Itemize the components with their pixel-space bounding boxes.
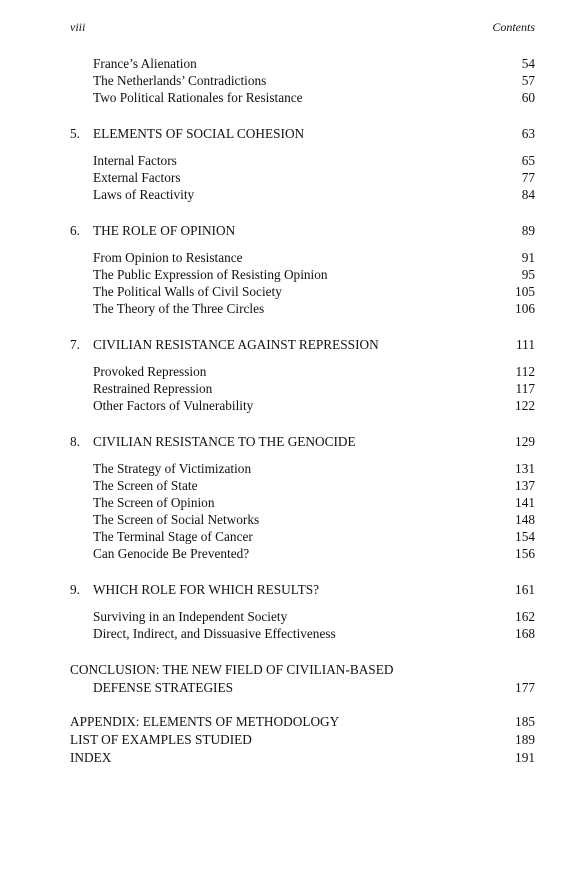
- chapter-title: CIVILIAN RESISTANCE TO THE GENOCIDE: [93, 434, 356, 449]
- chapter-title: WHICH ROLE FOR WHICH RESULTS?: [93, 582, 320, 597]
- toc-conclusion-line1: CONCLUSION: THE NEW FIELD OF CIVILIAN-BASED: [70, 662, 394, 677]
- running-head: [70, 20, 535, 36]
- toc-page-number: 84: [521, 187, 535, 202]
- toc-page: viii Contents France’s Alienation 54 The Netherlands’ Contradictions 57 Two Political Rationales for Resistance 60 5. ELEMENTS OF SOCIAL COHESION 63 Internal Factors 65 External Factors 77 Laws of Reactivity 84 6. THE ROLE OF OPINION 89 From Opinion to Resistance 91 The Public Expression of Resisting Opinion 95 The Political Walls of Civil Society 105 The Theory of the Three Circles 106 7. CIVILIAN RESISTANCE AGAINST REPRESSION 111 Provoked Repression 112 Restrained Repression 117 Other Factors of Vulnerability 122 8. CIVILIAN RESISTANCE TO THE GENOCIDE 129 The Strategy of Victimization 131 The Screen of State 137 The Screen of Opinion 141 The Screen of Social Networks 148 The Terminal Stage of Cancer 154 Can Genocide Be Prevented? 156 9. WHICH ROLE FOR WHICH RESULTS? 161 Surviving in an Independent Society 162 Direct, Indirect, and Dissuasive Effectiveness 168 CONCLUSION: THE NEW FIELD OF CIVILIAN-BASED DEFENSE STRATEGIES 177 APPENDIX: ELEMENTS OF METHODOLOGY 185 LIST OF EXAMPLES STUDIED 189 INDEX 191: [70, 20, 535, 765]
- toc-page-number: 63: [521, 126, 535, 141]
- toc-page-number: 185: [515, 714, 535, 729]
- chapter-number: 5.: [70, 126, 80, 141]
- toc-page-number: 168: [515, 626, 535, 641]
- toc-page-number: 189: [515, 732, 535, 747]
- toc-page-number: 129: [515, 434, 535, 449]
- toc-page-number: 60: [521, 90, 535, 105]
- toc-conclusion-line2: DEFENSE STRATEGIES: [93, 680, 233, 695]
- toc-page-number: 77: [521, 170, 535, 185]
- toc-back-matter: INDEX: [70, 750, 112, 765]
- toc-page-number: 95: [521, 267, 535, 282]
- toc-page-number: 117: [515, 381, 535, 396]
- page-number-roman: viii: [70, 20, 86, 34]
- toc-page-number: 122: [515, 398, 535, 413]
- chapter-title: ELEMENTS OF SOCIAL COHESION: [93, 126, 305, 141]
- toc-page-number: 154: [515, 529, 535, 544]
- toc-page-number: 191: [515, 750, 535, 765]
- running-title: Contents: [492, 20, 535, 34]
- toc-page-number: 141: [515, 495, 535, 510]
- toc-page-number: 89: [521, 223, 535, 238]
- toc-page-number: 137: [515, 478, 535, 493]
- toc-page-number: 156: [515, 546, 535, 561]
- toc-page-number: 91: [521, 250, 535, 265]
- toc-page-number: 112: [515, 364, 535, 379]
- toc-back-matter: LIST OF EXAMPLES STUDIED: [70, 732, 252, 747]
- toc-page-number: 111: [516, 337, 535, 352]
- toc-page-number: 161: [515, 582, 535, 597]
- toc-page-number: 106: [515, 301, 535, 316]
- chapter-title: CIVILIAN RESISTANCE AGAINST REPRESSION: [93, 337, 379, 352]
- toc-page-number: 148: [515, 512, 535, 527]
- toc-page-number: 65: [521, 153, 535, 168]
- toc-page-number: 162: [515, 609, 535, 624]
- toc-page-number: 131: [515, 461, 535, 476]
- chapter-number: 8.: [70, 434, 80, 449]
- toc-page-number: 177: [515, 680, 535, 695]
- toc-page-number: 54: [521, 56, 535, 71]
- chapter-number: 6.: [70, 223, 80, 238]
- toc-page-number: 57: [521, 73, 535, 88]
- chapter-number: 7.: [70, 337, 80, 352]
- chapter-number: 9.: [70, 582, 80, 597]
- chapter-title: THE ROLE OF OPINION: [93, 223, 236, 238]
- toc-page-number: 105: [515, 284, 535, 299]
- toc-back-matter: APPENDIX: ELEMENTS OF METHODOLOGY: [70, 714, 340, 729]
